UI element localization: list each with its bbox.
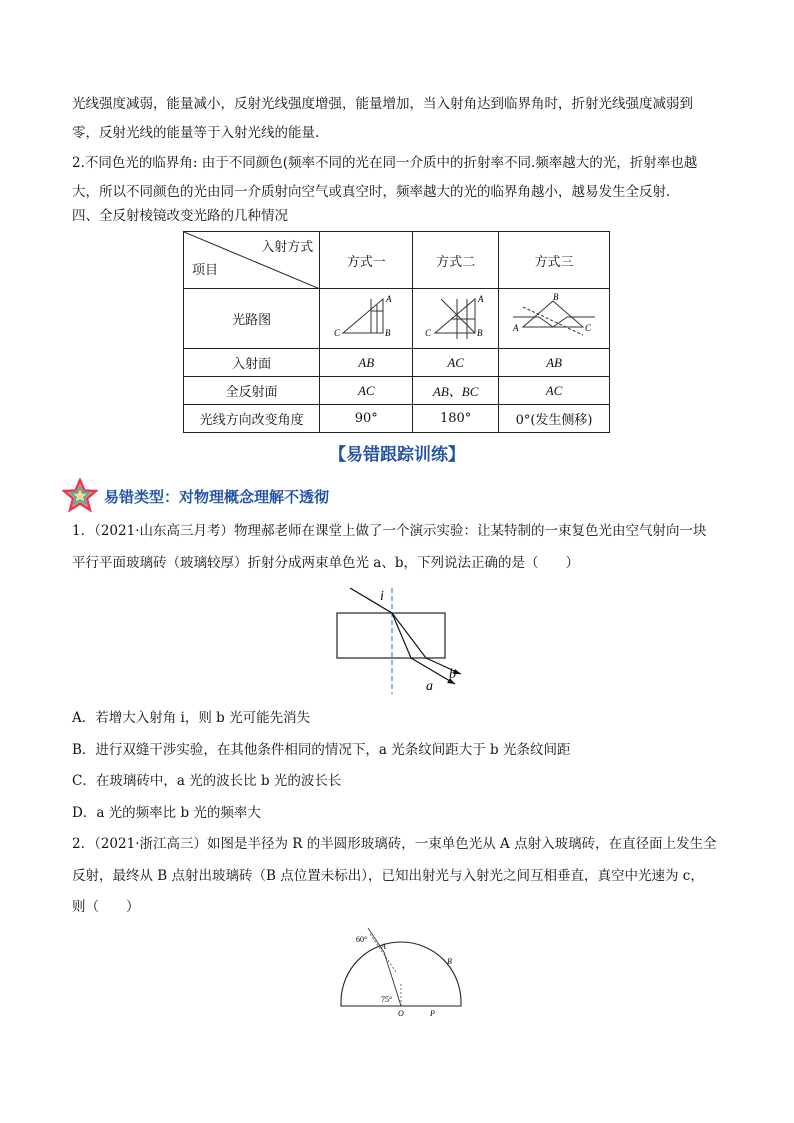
header-diagonal-cell — [184, 232, 320, 289]
intro-line-1: 光线强度减弱，能量减小，反射光线强度增强，能量增加，当入射角达到临界角时，折射光线强度减弱到 — [72, 96, 693, 112]
q1-option-b: B．进行双缝干涉实验，在其他条件相同的情况下，a 光条纹间距大于 b 光条纹间距 — [72, 742, 571, 758]
q1-option-a: A．若增大入射角 i，则 b 光可能先消失 — [72, 710, 311, 726]
column-header-2: 方式二 — [413, 232, 499, 289]
q2-line-1: 2．（2021·浙江高三）如图是半径为 R 的半圆形玻璃砖，一束单色光从 A 点射入玻璃砖，在直径面上发生全 — [72, 836, 717, 852]
label-o: O — [398, 1009, 404, 1018]
cell-incident-2: AC — [413, 349, 499, 377]
header-item: 项目 — [192, 263, 219, 278]
q1-line-2: 平行平面玻璃砖（玻璃较厚）折射分成两束单色光 a、b，下列说法正确的是（ ） — [72, 555, 579, 571]
q1-option-c: C．在玻璃砖中，a 光的波长比 b 光的波长长 — [72, 773, 342, 789]
error-type-heading: 易错类型：对物理概念理解不透彻 — [104, 488, 330, 506]
cell-angle-1: 90° — [320, 405, 413, 433]
label-b: B — [553, 292, 559, 302]
label-p: P — [430, 1009, 435, 1018]
q1-line-1: 1．（2021·山东高三月考）物理郝老师在课堂上做了一个演示实验：让某特制的一束复色光由空气射向一块 — [72, 523, 707, 539]
row-label-tir-face: 全反射面 — [184, 377, 320, 405]
label-c: C — [585, 322, 592, 333]
q1-refraction-figure — [330, 586, 480, 696]
label-angle-75: 75° — [381, 995, 393, 1004]
column-header-3: 方式三 — [499, 232, 610, 289]
q2-line-3: 则（ ） — [72, 899, 140, 915]
label-a: a — [426, 679, 433, 694]
header-incidence: 入射方式 — [261, 240, 314, 255]
intro-line-2: 零，反射光线的能量等于入射光线的能量. — [72, 125, 320, 141]
cell-tir-1: AC — [320, 377, 413, 405]
cell-incident-3: AB — [499, 349, 610, 377]
label-c: C — [334, 327, 341, 338]
label-b: B — [385, 327, 391, 338]
diagram-method-2 — [413, 289, 499, 349]
label-a: A — [477, 293, 484, 304]
label-i: i — [380, 589, 384, 604]
diagram-method-3 — [499, 289, 610, 349]
cell-tir-2: AB、BC — [413, 377, 499, 405]
row-label-incident-face: 入射面 — [184, 349, 320, 377]
intro-line-4: 大，所以不同颜色的光由同一介质射向空气或真空时，频率越大的光的临界角越小，越易发生全反射. — [72, 184, 671, 200]
training-title: 【易错跟踪训练】 — [329, 445, 465, 465]
row-label-diagram: 光路图 — [184, 289, 320, 349]
row-label-angle-change: 光线方向改变角度 — [184, 405, 320, 433]
cell-angle-3: 0°(发生侧移) — [499, 405, 610, 433]
q2-semicircle-figure — [330, 922, 470, 1022]
intro-line-3: 2.不同色光的临界角: 由于不同颜色(频率不同的光在同一介质中的折射率不同.频率越大的光，折射率也越 — [72, 155, 698, 171]
label-angle-60: 60° — [356, 935, 368, 944]
star-icon — [62, 478, 98, 512]
q1-option-d: D．a 光的频率比 b 光的频率大 — [72, 805, 261, 821]
label-b: B — [476, 327, 483, 338]
q2-line-2: 反射，最终从 B 点射出玻璃砖（B 点位置未标出），已知出射光与入射光之间互相垂直，真空中光速为 c， — [72, 868, 704, 884]
label-a: A — [513, 322, 519, 333]
section-heading: 四、全反射棱镜改变光路的几种情况 — [72, 208, 288, 224]
cell-angle-2: 180° — [413, 405, 499, 433]
cell-incident-1: AB — [320, 349, 413, 377]
label-b: B — [447, 957, 452, 966]
prism-table — [183, 231, 610, 433]
column-header-1: 方式一 — [320, 232, 413, 289]
label-a: A — [381, 942, 386, 951]
diagram-method-1 — [320, 289, 413, 349]
label-a: A — [386, 293, 392, 304]
label-b: b — [449, 667, 456, 682]
cell-tir-3: AC — [499, 377, 610, 405]
label-c: C — [424, 327, 431, 338]
